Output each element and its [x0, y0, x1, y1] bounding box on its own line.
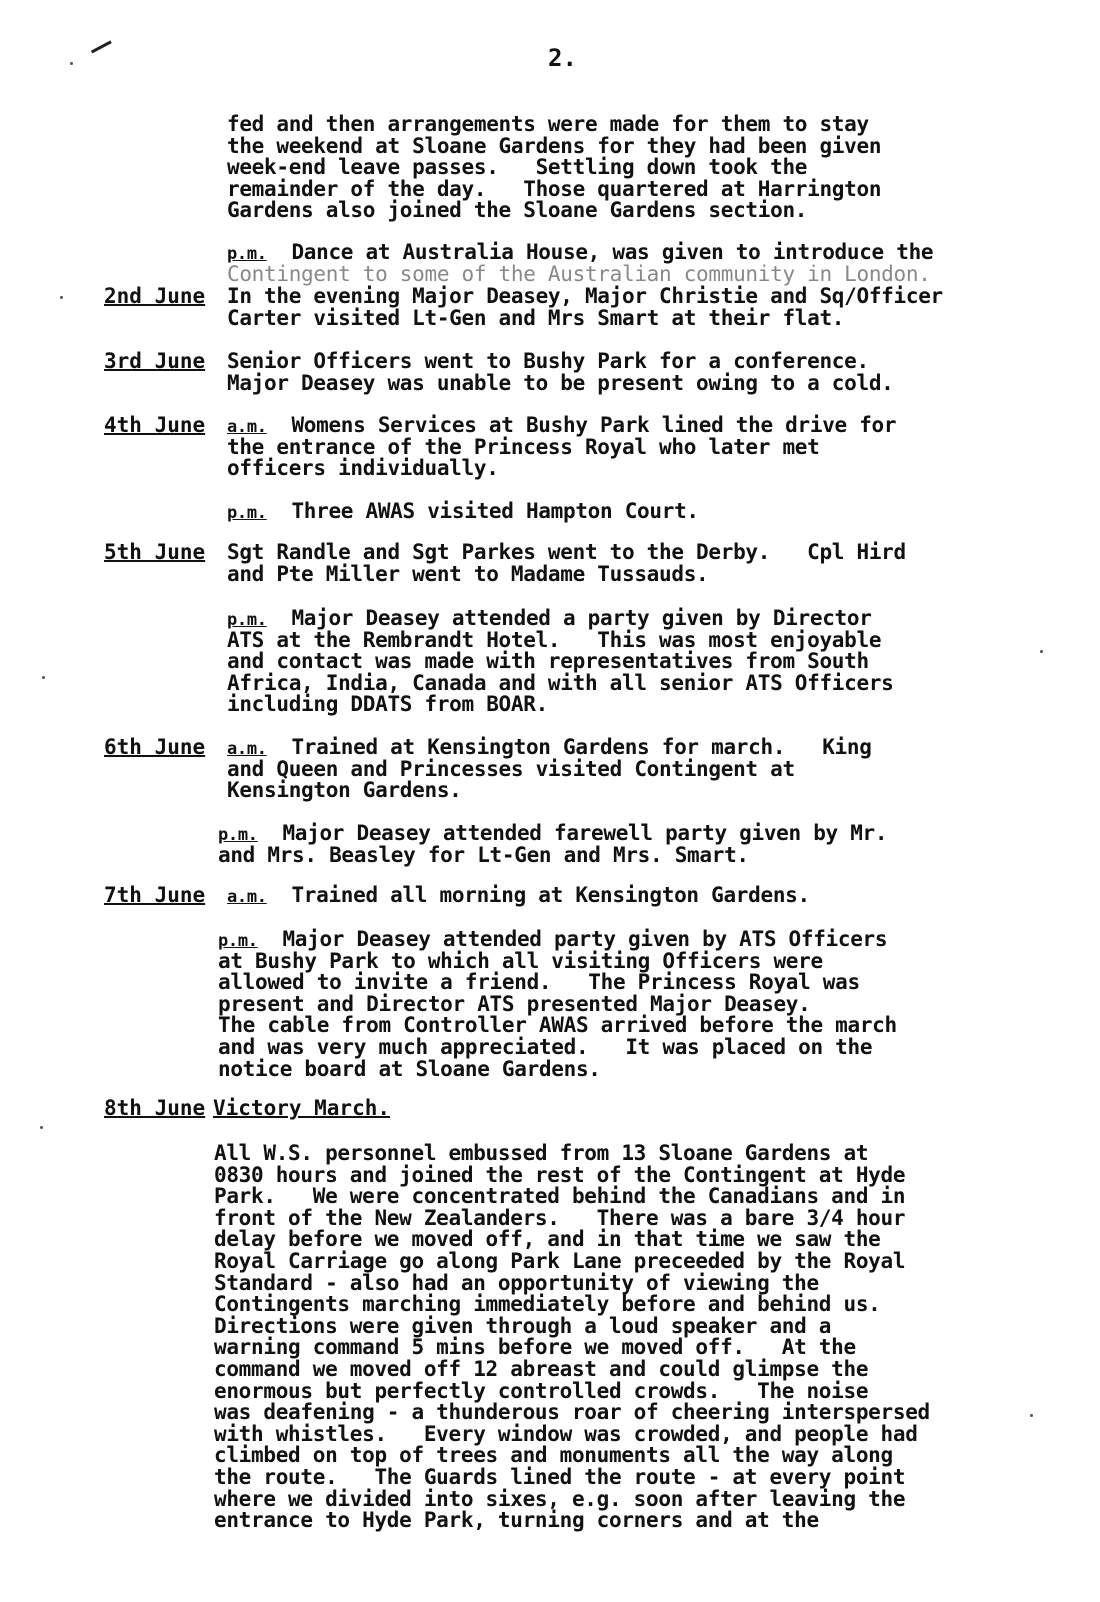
text-line-content: Directions were given through a loud speaker and a — [214, 1313, 832, 1338]
text-line-content: entrance to Hyde Park, turning corners and at the — [214, 1508, 819, 1533]
entry-date: 2nd June — [104, 284, 206, 308]
entry-date: 7th June — [104, 883, 206, 907]
entry-date: 6th June — [104, 735, 206, 759]
time-of-day: p.m. — [227, 244, 267, 264]
text-line-content: command we moved off 12 abreast and could glimpse the — [214, 1357, 869, 1381]
time-of-day: a.m. — [227, 739, 267, 759]
text-line-content: Kensington Gardens. — [227, 778, 462, 803]
text-line — [214, 1423, 918, 1445]
text-line — [227, 156, 807, 178]
text-line — [227, 629, 881, 651]
text-line-content: and contact was made with representatives from South — [227, 649, 869, 674]
text-line-content: Major Deasey attended party given by ATS Officers — [282, 927, 888, 951]
scan-speck — [70, 62, 73, 65]
text-line — [227, 758, 795, 780]
text-line-content: delay before we moved off, and in that time we saw the — [214, 1227, 881, 1252]
text-line — [214, 1358, 868, 1380]
text-line — [218, 993, 810, 1015]
text-line-content: Dance at Australia House, was given to introduce the — [291, 240, 934, 264]
scan-speck — [60, 296, 63, 299]
text-line-content: and Mrs. Beasley for Lt-Gen and Mrs. Smart. — [218, 842, 749, 867]
text-line — [227, 113, 869, 135]
text-line-content: remainder of the day. Those quartered at Harrington — [227, 176, 882, 201]
text-line-content: enormous but perfectly controlled crowds. The noise — [214, 1378, 869, 1403]
text-line-content: at Bushy Park to which all visiting Officers were — [218, 948, 823, 973]
time-of-day: p.m. — [227, 503, 267, 523]
text-line — [214, 1380, 868, 1402]
text-line-content: 0830 hours and joined the rest of the Contingent at Hyde — [214, 1162, 906, 1187]
text-line — [214, 1336, 856, 1358]
text-line — [218, 844, 749, 866]
text-line — [214, 1401, 930, 1423]
text-line-content: Three AWAS visited Hampton Court. — [291, 499, 699, 523]
text-line-content: Standard - also had an opportunity of viewing the — [214, 1270, 819, 1295]
time-of-day: p.m. — [218, 931, 258, 951]
text-line — [214, 1185, 905, 1207]
text-line — [218, 1036, 872, 1058]
text-line — [214, 1315, 831, 1337]
text-line-content: Major Deasey attended farewell party given by Mr. — [282, 821, 888, 845]
text-line — [227, 307, 844, 329]
text-line-content: was deafening - a thunderous roar of cheering interspersed — [214, 1400, 930, 1425]
scan-speck — [40, 1126, 43, 1129]
text-line-content: warning command 5 mins before we moved off. At the — [214, 1335, 856, 1360]
text-line — [227, 285, 943, 307]
page-number: 2. — [548, 44, 577, 72]
text-line — [218, 1014, 897, 1036]
text-line-content: ATS at the Rembrandt Hotel. This was most enjoyable — [227, 627, 882, 652]
text-line-content: Womens Services at Bushy Park lined the drive for — [291, 413, 897, 437]
text-line — [227, 350, 869, 372]
text-line — [218, 950, 823, 972]
text-line-content: notice board at Sloane Gardens. — [218, 1056, 601, 1081]
text-line — [227, 693, 548, 715]
scan-speck — [42, 676, 45, 679]
text-line-content: and was very much appreciated. It was placed on the — [218, 1035, 873, 1059]
text-line-content: Major Deasey attended a party given by Director — [291, 606, 872, 630]
text-line — [214, 1293, 881, 1315]
text-line-content: Carter visited Lt-Gen and Mrs Smart at their flat. — [227, 305, 845, 330]
section-heading: Victory March. — [213, 1096, 391, 1120]
text-line-content: Trained at Kensington Gardens for march. King — [291, 735, 872, 759]
text-line — [227, 563, 708, 585]
text-line — [214, 1444, 893, 1466]
text-line — [214, 1272, 819, 1294]
text-line — [227, 500, 699, 524]
text-line-content: including DDATS from BOAR. — [227, 692, 548, 717]
text-line-content: climbed on top of trees and monuments all the way along — [214, 1443, 893, 1468]
text-line — [214, 1488, 905, 1510]
time-of-day: p.m. — [227, 610, 267, 630]
text-line-content: the entrance of the Princess Royal who later met — [227, 434, 820, 459]
text-line — [214, 1164, 905, 1186]
text-line-content: with whistles. Every window was crowded, and people had — [214, 1421, 918, 1446]
text-line-content: front of the New Zealanders. There was a bare 3/4 hour — [214, 1205, 906, 1230]
check-mark-icon — [86, 32, 112, 54]
text-line-content: Sgt Randle and Sgt Parkes went to the Derby. Cpl Hird — [227, 540, 906, 564]
text-line-content: where we divided into sixes, e.g. soon after leaving the — [214, 1486, 906, 1511]
text-line-content: Contingents marching immediately before and behind us. — [214, 1292, 881, 1317]
text-line — [214, 1228, 881, 1250]
text-line — [214, 1250, 905, 1272]
text-line — [214, 1509, 819, 1531]
text-line-content: Park. We were concentrated behind the Canadians and in — [214, 1184, 906, 1209]
text-line — [227, 457, 499, 479]
text-line — [227, 263, 931, 285]
entry-date: 8th June — [104, 1096, 206, 1120]
text-line — [227, 199, 807, 221]
text-line-content: and Queen and Princesses visited Contingent at — [227, 756, 795, 781]
time-of-day: a.m. — [227, 887, 267, 907]
text-line-content: The cable from Controller AWAS arrived before the march — [218, 1013, 897, 1038]
entry-date: 3rd June — [104, 349, 206, 373]
text-line-content: Trained all morning at Kensington Gardens. — [291, 883, 810, 907]
text-line-content: the route. The Guards lined the route - at every point — [214, 1465, 906, 1489]
text-line-content: the weekend at Sloane Gardens for they had been given — [227, 133, 882, 158]
scan-speck — [1030, 1414, 1033, 1417]
text-line — [218, 971, 860, 993]
text-line-content: All W.S. personnel embussed from 13 Sloane Gardens at — [214, 1141, 869, 1165]
text-line-content: officers individually. — [227, 456, 499, 481]
text-line — [214, 1142, 868, 1164]
text-line-content: Contingent to some of the Australian community in London. — [227, 261, 931, 286]
entry-date: 5th June — [104, 540, 206, 564]
text-line — [227, 672, 894, 694]
scan-speck — [1040, 650, 1043, 653]
text-line-content: fed and then arrangements were made for them to stay — [227, 112, 869, 136]
text-line-content: allowed to invite a friend. The Princess Royal was — [218, 970, 860, 995]
entry-date: 4th June — [104, 413, 206, 437]
text-line-content: Royal Carriage go along Park Lane preceeded by the Royal — [214, 1249, 906, 1273]
text-line — [218, 1058, 601, 1080]
text-line-content: present and Director ATS presented Major Deasey. — [218, 991, 811, 1016]
text-line — [227, 884, 810, 908]
text-line-content: In the evening Major Deasey, Major Christie and Sq/Officer — [227, 284, 943, 308]
text-line-content: Gardens also joined the Sloane Gardens section. — [227, 198, 808, 223]
time-of-day: a.m. — [227, 417, 267, 437]
text-line — [227, 178, 881, 200]
text-line — [227, 779, 462, 801]
text-line — [227, 436, 819, 458]
text-line — [227, 650, 869, 672]
time-of-day: p.m. — [218, 825, 258, 845]
text-line — [227, 541, 906, 563]
text-line-content: and Pte Miller went to Madame Tussauds. — [227, 561, 709, 586]
text-line-content: Senior Officers went to Bushy Park for a conference. — [227, 349, 869, 373]
text-line-content: Africa, India, Canada and with all senior ATS Officers — [227, 670, 894, 695]
text-line — [214, 1466, 905, 1488]
text-line — [214, 1207, 905, 1229]
text-line — [227, 372, 894, 394]
text-line-content: week-end leave passes. Settling down took the — [227, 155, 808, 180]
text-line-content: Major Deasey was unable to be present owing to a cold. — [227, 370, 894, 395]
text-line — [227, 135, 881, 157]
